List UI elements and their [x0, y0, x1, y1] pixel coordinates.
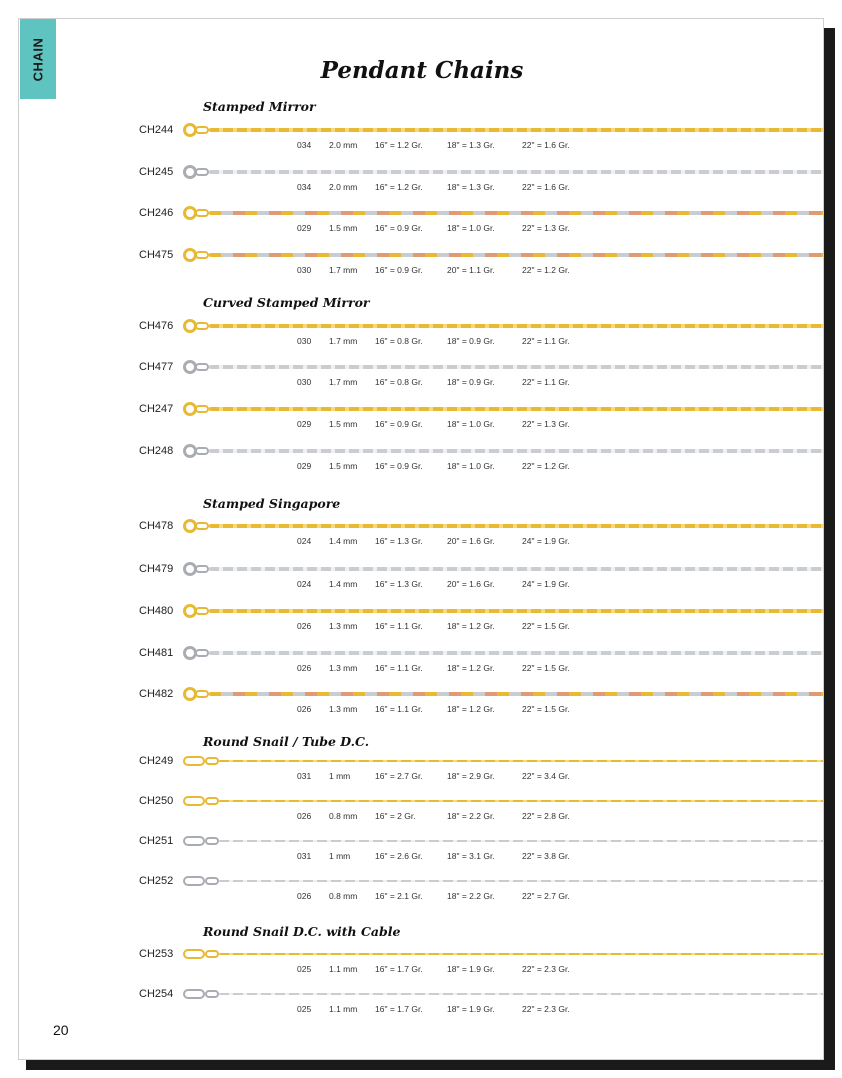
- length-weight-3: 22" = 1.2 Gr.: [522, 265, 570, 275]
- chain-image: [183, 562, 824, 576]
- chain-width: 0.8 mm: [329, 891, 358, 901]
- chain-width: 0.8 mm: [329, 811, 358, 821]
- length-weight-1: 16" = 0.9 Gr.: [375, 419, 423, 429]
- chain-image: [183, 874, 824, 888]
- chain-width: 1.1 mm: [329, 1004, 358, 1014]
- chain-strand: [209, 211, 824, 215]
- chain-image: [183, 402, 824, 416]
- product-code: CH249: [139, 755, 174, 767]
- chain-width: 1.7 mm: [329, 377, 358, 387]
- style-number: 029: [297, 419, 312, 429]
- ring-icon: [195, 607, 209, 615]
- style-number: 030: [297, 377, 312, 387]
- length-weight-2: 18" = 2.2 Gr.: [447, 891, 495, 901]
- chain-width: 1.5 mm: [329, 223, 358, 233]
- clasp-icon: [183, 756, 205, 766]
- product-code: CH480: [139, 605, 174, 617]
- chain-width: 1.1 mm: [329, 964, 358, 974]
- chain-image: [183, 604, 824, 618]
- chain-strand: [219, 993, 824, 995]
- chain-image: [183, 794, 824, 808]
- chain-strand: [209, 651, 824, 655]
- chain-width: 1.7 mm: [329, 265, 358, 275]
- chain-strand: [209, 609, 824, 613]
- length-weight-2: 18" = 2.9 Gr.: [447, 771, 495, 781]
- length-weight-1: 16" = 1.3 Gr.: [375, 579, 423, 589]
- length-weight-2: 18" = 1.2 Gr.: [447, 704, 495, 714]
- length-weight-1: 16" = 1.3 Gr.: [375, 536, 423, 546]
- length-weight-3: 22" = 1.1 Gr.: [522, 377, 570, 387]
- clasp-icon: [183, 876, 205, 886]
- chain-image: [183, 687, 824, 701]
- ring-icon: [205, 877, 219, 885]
- page-title: Pendant Chains: [320, 57, 524, 84]
- length-weight-3: 22" = 1.3 Gr.: [522, 223, 570, 233]
- style-number: 024: [297, 536, 312, 546]
- chain-image: [183, 519, 824, 533]
- length-weight-3: 22" = 1.5 Gr.: [522, 704, 570, 714]
- ring-icon: [205, 797, 219, 805]
- ring-icon: [205, 990, 219, 998]
- clasp-icon: [183, 836, 205, 846]
- chain-tab-label: CHAIN: [30, 37, 46, 81]
- length-weight-3: 22" = 2.3 Gr.: [522, 964, 570, 974]
- length-weight-2: 18" = 2.2 Gr.: [447, 811, 495, 821]
- chain-width: 1.5 mm: [329, 461, 358, 471]
- chain-width: 1 mm: [329, 851, 351, 861]
- chain-width: 1.7 mm: [329, 336, 358, 346]
- ring-icon: [195, 690, 209, 698]
- chain-width: 1.3 mm: [329, 621, 358, 631]
- style-number: 025: [297, 1004, 312, 1014]
- ring-icon: [205, 757, 219, 765]
- length-weight-1: 16" = 1.1 Gr.: [375, 621, 423, 631]
- chain-image: [183, 206, 824, 220]
- section-heading: Stamped Mirror: [203, 99, 316, 114]
- product-code: CH244: [139, 124, 174, 136]
- length-weight-3: 24" = 1.9 Gr.: [522, 536, 570, 546]
- chain-strand: [219, 953, 824, 955]
- product-code: CH475: [139, 249, 174, 261]
- clasp-icon: [183, 949, 205, 959]
- product-code: CH246: [139, 207, 174, 219]
- style-number: 024: [297, 579, 312, 589]
- length-weight-3: 22" = 1.1 Gr.: [522, 336, 570, 346]
- length-weight-3: 22" = 1.2 Gr.: [522, 461, 570, 471]
- chain-image: [183, 319, 824, 333]
- length-weight-3: 22" = 1.5 Gr.: [522, 663, 570, 673]
- product-code: CH252: [139, 875, 174, 887]
- style-number: 034: [297, 140, 312, 150]
- length-weight-2: 18" = 1.3 Gr.: [447, 140, 495, 150]
- chain-image: [183, 947, 824, 961]
- length-weight-2: 18" = 3.1 Gr.: [447, 851, 495, 861]
- length-weight-3: 22" = 2.7 Gr.: [522, 891, 570, 901]
- length-weight-1: 16" = 2.6 Gr.: [375, 851, 423, 861]
- product-code: CH248: [139, 445, 174, 457]
- ring-icon: [195, 522, 209, 530]
- length-weight-3: 22" = 1.6 Gr.: [522, 182, 570, 192]
- clasp-icon: [183, 989, 205, 999]
- style-number: 026: [297, 621, 312, 631]
- length-weight-2: 18" = 1.2 Gr.: [447, 621, 495, 631]
- ring-icon: [195, 649, 209, 657]
- length-weight-1: 16" = 1.1 Gr.: [375, 704, 423, 714]
- chain-strand: [209, 524, 824, 528]
- chain-strand: [209, 365, 824, 369]
- style-number: 026: [297, 704, 312, 714]
- chain-image: [183, 987, 824, 1001]
- length-weight-2: 18" = 1.0 Gr.: [447, 461, 495, 471]
- ring-icon: [195, 126, 209, 134]
- length-weight-1: 16" = 1.7 Gr.: [375, 1004, 423, 1014]
- chain-strand: [209, 449, 824, 453]
- length-weight-2: 18" = 1.0 Gr.: [447, 419, 495, 429]
- chain-width: 1 mm: [329, 771, 351, 781]
- length-weight-3: 22" = 1.5 Gr.: [522, 621, 570, 631]
- length-weight-1: 16" = 0.9 Gr.: [375, 265, 423, 275]
- chain-width: 1.5 mm: [329, 419, 358, 429]
- chain-strand: [219, 880, 824, 882]
- chain-strand: [219, 800, 824, 802]
- chain-image: [183, 646, 824, 660]
- length-weight-1: 16" = 1.7 Gr.: [375, 964, 423, 974]
- length-weight-1: 16" = 1.2 Gr.: [375, 182, 423, 192]
- style-number: 025: [297, 964, 312, 974]
- style-number: 026: [297, 811, 312, 821]
- chain-strand: [209, 170, 824, 174]
- product-code: CH247: [139, 403, 174, 415]
- length-weight-1: 16" = 0.8 Gr.: [375, 336, 423, 346]
- chain-image: [183, 360, 824, 374]
- length-weight-2: 18" = 1.3 Gr.: [447, 182, 495, 192]
- chain-width: 1.3 mm: [329, 704, 358, 714]
- chain-width: 2.0 mm: [329, 182, 358, 192]
- length-weight-2: 20" = 1.1 Gr.: [447, 265, 495, 275]
- ring-icon: [195, 251, 209, 259]
- page-number: 20: [53, 1022, 69, 1038]
- chain-strand: [209, 253, 824, 257]
- length-weight-2: 18" = 1.9 Gr.: [447, 1004, 495, 1014]
- style-number: 034: [297, 182, 312, 192]
- length-weight-1: 16" = 2.7 Gr.: [375, 771, 423, 781]
- length-weight-3: 22" = 3.8 Gr.: [522, 851, 570, 861]
- style-number: 026: [297, 891, 312, 901]
- length-weight-2: 18" = 1.2 Gr.: [447, 663, 495, 673]
- length-weight-3: 24" = 1.9 Gr.: [522, 579, 570, 589]
- ring-icon: [195, 363, 209, 371]
- length-weight-3: 22" = 1.6 Gr.: [522, 140, 570, 150]
- chain-image: [183, 248, 824, 262]
- chain-width: 1.4 mm: [329, 536, 358, 546]
- chain-width: 2.0 mm: [329, 140, 358, 150]
- length-weight-2: 18" = 0.9 Gr.: [447, 377, 495, 387]
- style-number: 029: [297, 223, 312, 233]
- chain-image: [183, 834, 824, 848]
- page-shadow-right: [823, 28, 835, 1068]
- style-number: 029: [297, 461, 312, 471]
- ring-icon: [195, 565, 209, 573]
- length-weight-3: 22" = 1.3 Gr.: [522, 419, 570, 429]
- ring-icon: [195, 209, 209, 217]
- chain-image: [183, 444, 824, 458]
- section-heading: Round Snail / Tube D.C.: [203, 734, 370, 749]
- length-weight-1: 16" = 1.2 Gr.: [375, 140, 423, 150]
- length-weight-2: 20" = 1.6 Gr.: [447, 579, 495, 589]
- ring-icon: [205, 837, 219, 845]
- chain-strand: [209, 692, 824, 696]
- catalog-page: [18, 18, 824, 1060]
- length-weight-3: 22" = 3.4 Gr.: [522, 771, 570, 781]
- length-weight-1: 16" = 2 Gr.: [375, 811, 416, 821]
- ring-icon: [205, 950, 219, 958]
- style-number: 026: [297, 663, 312, 673]
- product-code: CH476: [139, 320, 174, 332]
- chain-image: [183, 165, 824, 179]
- length-weight-2: 18" = 0.9 Gr.: [447, 336, 495, 346]
- ring-icon: [195, 168, 209, 176]
- style-number: 030: [297, 265, 312, 275]
- ring-icon: [195, 405, 209, 413]
- chain-strand: [219, 840, 824, 842]
- style-number: 030: [297, 336, 312, 346]
- product-code: CH481: [139, 647, 174, 659]
- product-code: CH479: [139, 563, 174, 575]
- clasp-icon: [183, 796, 205, 806]
- chain-strand: [209, 407, 824, 411]
- length-weight-1: 16" = 0.9 Gr.: [375, 461, 423, 471]
- product-code: CH253: [139, 948, 174, 960]
- length-weight-1: 16" = 0.9 Gr.: [375, 223, 423, 233]
- length-weight-1: 16" = 2.1 Gr.: [375, 891, 423, 901]
- chain-strand: [209, 324, 824, 328]
- chain-width: 1.4 mm: [329, 579, 358, 589]
- chain-strand: [209, 567, 824, 571]
- ring-icon: [195, 322, 209, 330]
- product-code: CH251: [139, 835, 174, 847]
- product-code: CH254: [139, 988, 174, 1000]
- chain-image: [183, 123, 824, 137]
- section-heading: Curved Stamped Mirror: [203, 295, 370, 310]
- length-weight-2: 18" = 1.0 Gr.: [447, 223, 495, 233]
- product-code: CH478: [139, 520, 174, 532]
- length-weight-3: 22" = 2.8 Gr.: [522, 811, 570, 821]
- product-code: CH477: [139, 361, 174, 373]
- length-weight-3: 22" = 2.3 Gr.: [522, 1004, 570, 1014]
- length-weight-2: 20" = 1.6 Gr.: [447, 536, 495, 546]
- chain-strand: [219, 760, 824, 762]
- chain-strand: [209, 128, 824, 132]
- style-number: 031: [297, 851, 312, 861]
- product-code: CH245: [139, 166, 174, 178]
- section-heading: Round Snail D.C. with Cable: [203, 924, 401, 939]
- style-number: 031: [297, 771, 312, 781]
- ring-icon: [195, 447, 209, 455]
- chain-image: [183, 754, 824, 768]
- length-weight-2: 18" = 1.9 Gr.: [447, 964, 495, 974]
- chain-width: 1.3 mm: [329, 663, 358, 673]
- product-code: CH250: [139, 795, 174, 807]
- length-weight-1: 16" = 0.8 Gr.: [375, 377, 423, 387]
- section-heading: Stamped Singapore: [203, 496, 341, 511]
- length-weight-1: 16" = 1.1 Gr.: [375, 663, 423, 673]
- product-code: CH482: [139, 688, 174, 700]
